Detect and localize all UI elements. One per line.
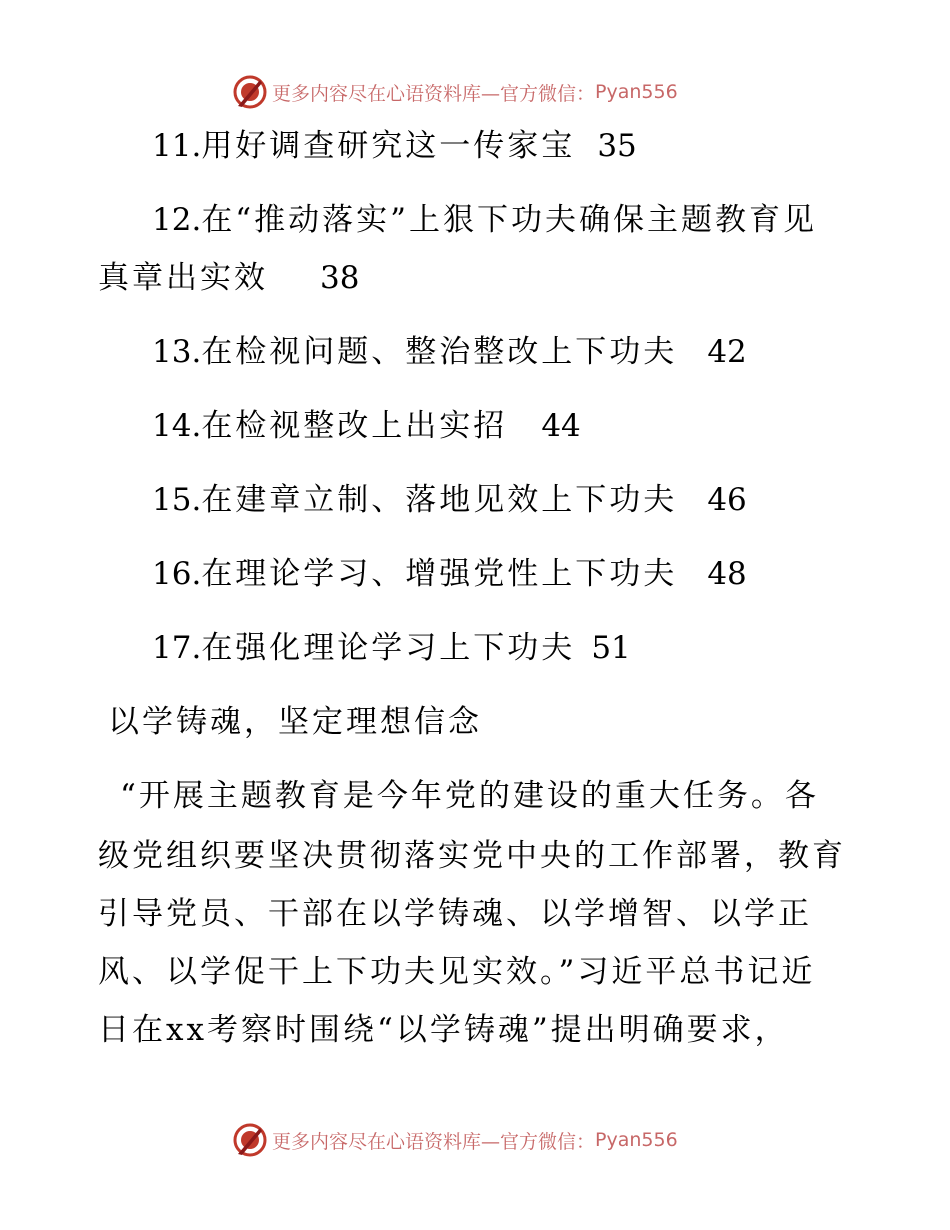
section-heading: 以学铸魂，坚定理想信念 (108, 704, 482, 740)
toc-title: 在强化理论学习上下功夫 (201, 630, 576, 666)
watermark-wechat-id: Pyan556 (595, 1129, 678, 1151)
toc-title: 在建章立制、落地见效上下功夫 (201, 482, 678, 518)
toc-entry-14: 14.在检视整改上出实招 44 (152, 408, 581, 444)
toc-entry-16: 16.在理论学习、增强党性上下功夫 48 (152, 556, 747, 592)
toc-entry-12-cont (98, 258, 359, 298)
header-watermark (232, 72, 752, 112)
quill-seal-icon (232, 74, 268, 110)
paragraph-line-3: 引导党员、干部在以学铸魂、以学增智、以学正 (98, 896, 812, 932)
toc-page: 46 (707, 482, 747, 518)
toc-entry-12: 12.在“推动落实”上狠下功夫确保主题教育见 (152, 202, 818, 238)
toc-page: 35 (597, 128, 637, 164)
toc-entry-15: 15.在建章立制、落地见效上下功夫 46 (152, 482, 747, 518)
toc-title: 在检视整改上出实招 (201, 408, 508, 444)
toc-title: 在“推动落实”上狠下功夫确保主题教育见 (201, 202, 818, 238)
toc-title: 在理论学习、增强党性上下功夫 (201, 556, 678, 592)
paragraph-line-2: 级党组织要坚决贯彻落实党中央的工作部署，教育 (98, 838, 846, 874)
toc-title: 在检视问题、整治整改上下功夫 (201, 334, 678, 370)
paragraph-line-1: “开展主题教育是今年党的建设的重大任务。各 (120, 778, 819, 814)
toc-page: 42 (707, 334, 747, 370)
paragraph-line-5: 日在xx考察时围绕“以学铸魂”提出明确要求， (98, 1012, 789, 1048)
quill-seal-icon (232, 1122, 268, 1158)
toc-page: 44 (541, 408, 581, 444)
toc-entry-17: 17.在强化理论学习上下功夫 51 (152, 630, 631, 666)
toc-page: 51 (591, 630, 631, 666)
watermark-text: 更多内容尽在心语资料库—官方微信： (272, 82, 596, 105)
watermark-wechat-id: Pyan556 (595, 81, 678, 103)
paragraph-line-4: 风、以学促干上下功夫见实效。”习近平总书记近 (98, 954, 816, 990)
toc-page: 48 (707, 556, 747, 592)
footer-watermark (232, 1120, 752, 1160)
toc-title-cont: 真章出实效 (98, 260, 268, 296)
toc-title: 用好调查研究这一传家宝 (201, 128, 576, 164)
watermark-text: 更多内容尽在心语资料库—官方微信： (272, 1130, 596, 1153)
toc-page: 38 (320, 260, 360, 296)
toc-entry-13: 13.在检视问题、整治整改上下功夫 42 (152, 334, 747, 370)
toc-entry-11: 11.用好调查研究这一传家宝 35 (152, 128, 637, 164)
